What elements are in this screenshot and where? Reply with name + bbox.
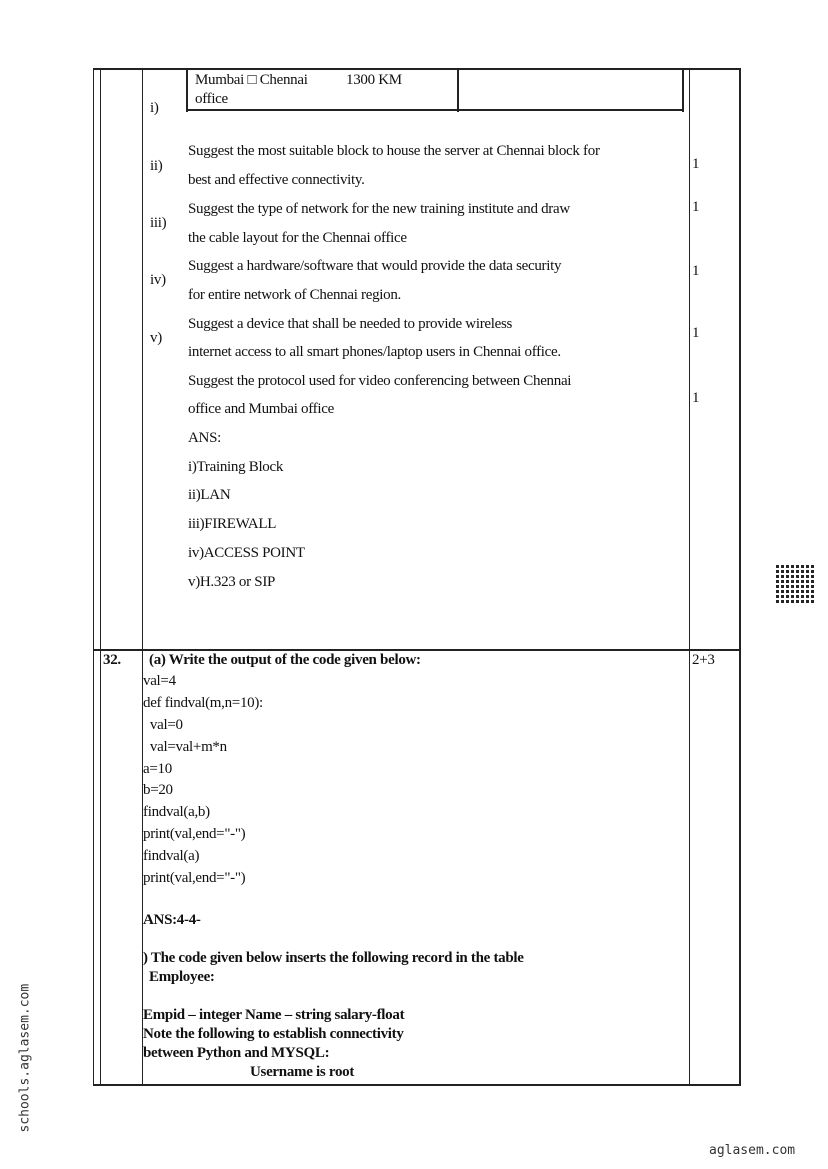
note-line: Note the following to establish connectivity bbox=[143, 1026, 404, 1042]
marks: 1 bbox=[692, 325, 700, 341]
answer-heading: ANS: bbox=[188, 430, 221, 446]
qr-code-icon bbox=[776, 565, 816, 605]
code-line: val=4 bbox=[143, 673, 176, 689]
code-line: print(val,end="-") bbox=[143, 826, 246, 842]
answer-line: v)H.323 or SIP bbox=[188, 574, 276, 590]
table-border-left bbox=[93, 68, 94, 1086]
answer-text: ANS:4-4- bbox=[143, 912, 201, 928]
marks: 2+3 bbox=[692, 652, 715, 668]
table-border-bottom bbox=[93, 1084, 740, 1086]
sub-label: v) bbox=[150, 330, 162, 346]
question-part-a: (a) Write the output of the code given below: bbox=[149, 652, 421, 668]
question-line: Suggest the type of network for the new training institute and draw bbox=[188, 201, 570, 217]
table-border-right bbox=[739, 68, 741, 1086]
answer-line: iii)FIREWALL bbox=[188, 516, 277, 532]
inner-table-cell: Mumbai □ Chennai bbox=[195, 72, 308, 88]
question-line: internet access to all smart phones/laptop users in Chennai office. bbox=[188, 344, 561, 360]
marks: 1 bbox=[692, 156, 700, 172]
bottom-watermark: aglasem.com bbox=[709, 1143, 796, 1158]
question-line: Suggest the protocol used for video conferencing between Chennai bbox=[188, 373, 572, 389]
inner-table-border bbox=[457, 68, 459, 112]
column-divider bbox=[142, 68, 143, 1086]
sub-label: ii) bbox=[150, 158, 163, 174]
note-line: Username is root bbox=[250, 1064, 355, 1080]
code-line: print(val,end="-") bbox=[143, 870, 246, 886]
answer-line: iv)ACCESS POINT bbox=[188, 545, 305, 561]
code-line: findval(a,b) bbox=[143, 804, 210, 820]
note-line: between Python and MYSQL: bbox=[143, 1045, 330, 1061]
side-watermark: schools.aglasem.com bbox=[17, 983, 33, 1133]
code-line: b=20 bbox=[143, 782, 173, 798]
code-line: a=10 bbox=[143, 761, 172, 777]
inner-table-border bbox=[186, 109, 684, 111]
question-line: Suggest a device that shall be needed to provide wireless bbox=[188, 316, 513, 332]
marks: 1 bbox=[692, 199, 700, 215]
inner-table-cell: office bbox=[195, 91, 228, 107]
code-line: def findval(m,n=10): bbox=[143, 695, 263, 711]
column-divider bbox=[689, 68, 690, 1086]
code-line: val=0 bbox=[143, 717, 183, 733]
question-line: office and Mumbai office bbox=[188, 401, 334, 417]
code-line: val=val+m*n bbox=[143, 739, 227, 755]
question-line: the cable layout for the Chennai office bbox=[188, 230, 407, 246]
table-border-top bbox=[93, 68, 740, 70]
question-line: for entire network of Chennai region. bbox=[188, 287, 401, 303]
inner-table-border bbox=[682, 68, 684, 112]
question-part-b: ) The code given below inserts the following record in the table bbox=[143, 950, 524, 966]
marks: 1 bbox=[692, 263, 700, 279]
note-line: Empid – integer Name – string salary-float bbox=[143, 1007, 405, 1023]
question-line: best and effective connectivity. bbox=[188, 172, 365, 188]
sub-label: iii) bbox=[150, 215, 167, 231]
answer-line: ii)LAN bbox=[188, 487, 231, 503]
table-border-left-inner bbox=[100, 68, 101, 1086]
inner-table-cell: 1300 KM bbox=[346, 72, 402, 88]
sub-label: i) bbox=[150, 100, 159, 116]
code-line: findval(a) bbox=[143, 848, 200, 864]
sub-label: iv) bbox=[150, 272, 166, 288]
inner-table-border bbox=[186, 68, 188, 112]
question-line: Suggest the most suitable block to house the server at Chennai block for bbox=[188, 143, 600, 159]
question-part-b: Employee: bbox=[149, 969, 215, 985]
answer-line: i)Training Block bbox=[188, 459, 284, 475]
question-line: Suggest a hardware/software that would provide the data security bbox=[188, 258, 562, 274]
marks: 1 bbox=[692, 390, 700, 406]
question-number: 32. bbox=[103, 652, 121, 668]
